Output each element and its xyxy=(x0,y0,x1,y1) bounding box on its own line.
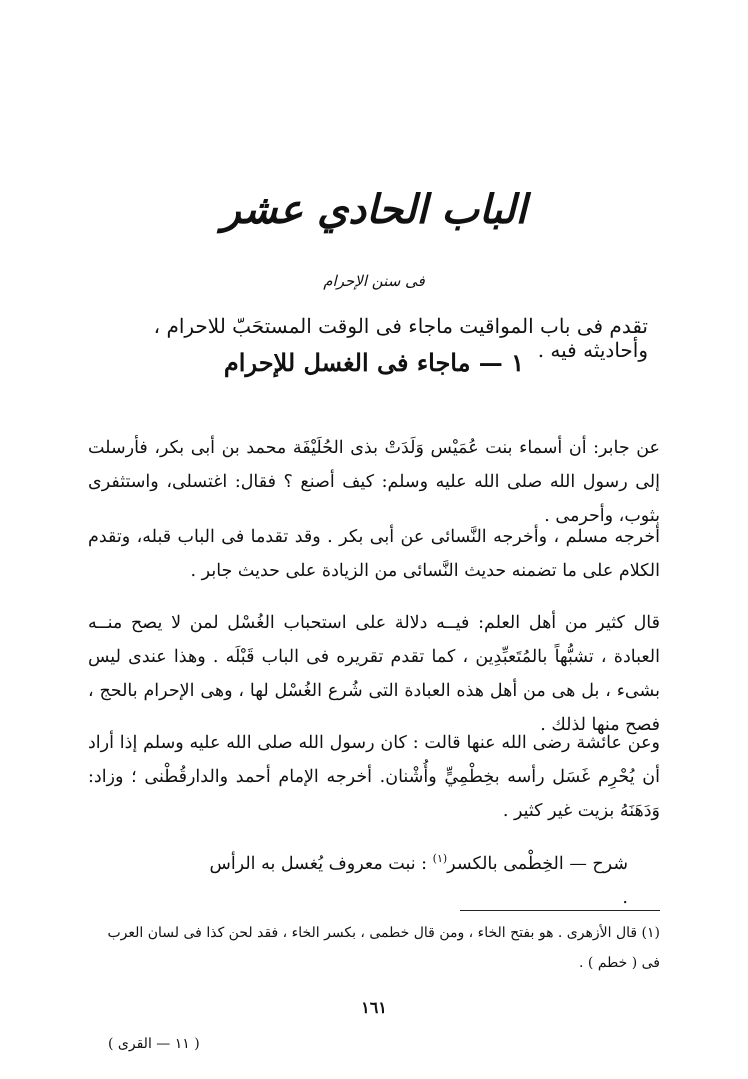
paragraph-text: عن جابر: أن أسماء بنت عُمَيْس وَلَدَتْ بذى الحُلَيْفَة محمد بن أبى بكر، فأرسلت إلى رسول الله صلى الله عليه وسلم: كيف أصنع ؟ فقال: اغتسلى، واستثفرى بثوب، وأحرمى . xyxy=(88,438,660,526)
footnote-marker: (١) xyxy=(432,852,448,865)
paragraph-text: وعن عائشة رضى الله عنها قالت : كان رسول الله صلى الله عليه وسلم إذا أراد أن يُحْرِم غَسَل رأسه بخِطْمِيٍّ وأُشْنان. أخرجه الإمام أحمد والدارقُطْنى ؛ وزاد: وَدَهَنَهُ بزيت غير كثير . xyxy=(88,733,660,821)
chapter-subtitle: فى سنن الإحرام xyxy=(323,272,425,290)
intro-line: تقدم فى باب المواقيت ماجاء فى الوقت المستحَبّ للاحرام ، وأحاديثه فيه . xyxy=(153,314,648,362)
paragraph-hadith-jabir xyxy=(88,431,660,533)
paragraph-text: قال كثير من أهل العلم: فيــه دلالة على استحباب الغُسْل لمن لا يصح منــه العبادة ، تشبُّهاً بالمُتَعبِّدِين ، كما تقدم تقريره فى الباب قَبْلَه . وهذا عندى ليس بشىء ، بل هى من أهل هذه العبادة التى شُرع الغُسْل لها ، وهى الإحرام بالحج ، فصح منها لذلك . xyxy=(88,613,660,735)
paragraph-commentary xyxy=(88,606,660,742)
chapter-title: الباب الحادي عشر xyxy=(221,186,527,233)
section-heading: ١ — ماجاء فى الغسل للإحرام xyxy=(223,348,525,377)
gloss-term: شرح — الخِطْمى بالكسر xyxy=(447,853,628,874)
gloss-text xyxy=(200,842,628,915)
gloss-line xyxy=(200,842,628,915)
signature-mark: ( ١١ — القرى ) xyxy=(108,1036,200,1052)
paragraph-text: أخرجه مسلم ، وأخرجه النَّسائى عن أبى بكر . وقد تقدما فى الباب قبله، وتقدم الكلام على ما تضمنه حديث النَّسائى من الزيادة على حديث جابر . xyxy=(88,527,660,581)
page-number: ١٦١ xyxy=(361,998,387,1017)
paragraph-hadith-aisha xyxy=(88,726,660,828)
paragraph-takhrij xyxy=(88,520,660,588)
footnote-divider xyxy=(460,910,660,911)
gloss-definition: : نبت معروف يُغسل به الرأس . xyxy=(209,853,628,908)
footnote: (١) قال الأزهرى . هو بفتح الخاء ، ومن قال خطمى ، بكسر الخاء ، فقد لحن كذا فى لسان العرب فى ( خطم ) . xyxy=(107,925,660,971)
